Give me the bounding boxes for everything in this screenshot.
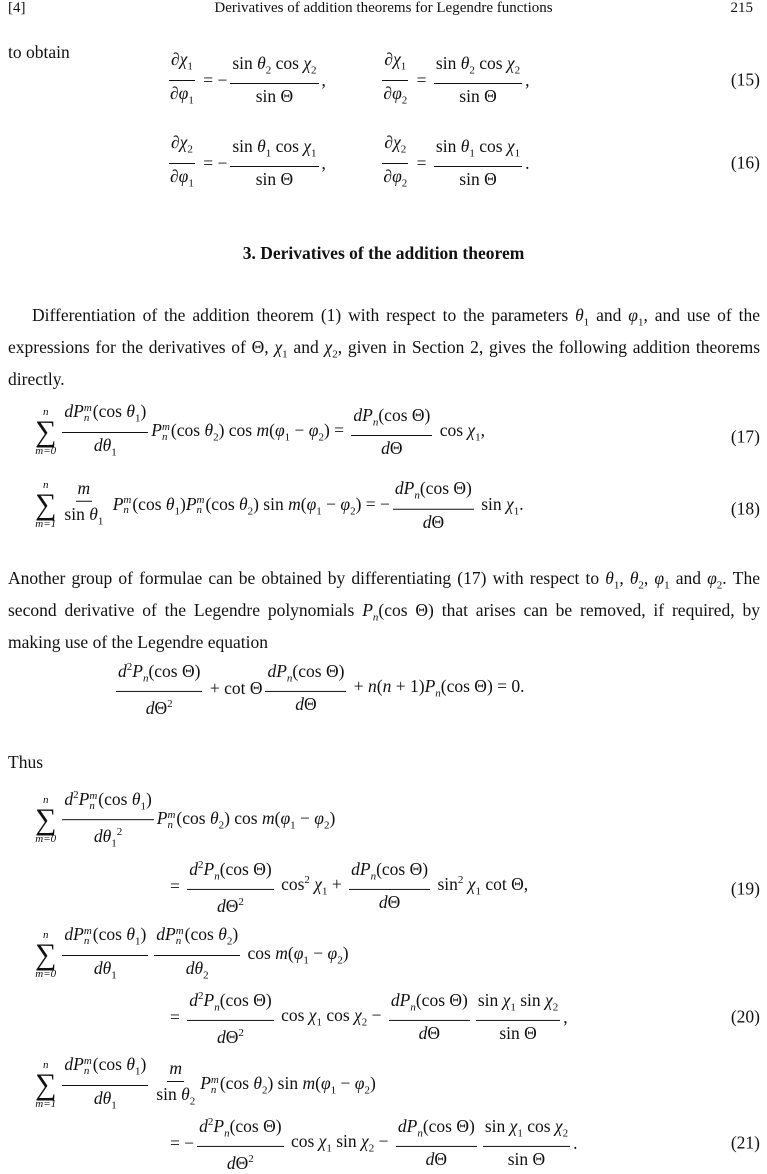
sum-upper-limit: n	[42, 794, 49, 806]
summation	[35, 795, 56, 845]
equation-21-line-1	[35, 1054, 376, 1116]
denominator: dΘ	[295, 694, 317, 715]
fraction	[230, 136, 318, 191]
numerator: $\partial\chi_2$	[169, 132, 195, 164]
fraction	[168, 49, 196, 111]
equation-number-20: (20)	[730, 1006, 760, 1027]
math-term: $\cos \chi_1$,	[435, 420, 485, 444]
math-term: = −	[198, 152, 228, 173]
denominator: $d\theta_1$	[93, 1087, 117, 1111]
denominator: $d\Theta^2$	[145, 698, 173, 719]
math-term: .	[573, 1132, 578, 1153]
running-title: Derivatives of addition theorems for Legendre functions	[214, 0, 553, 16]
math-term: .	[525, 152, 530, 173]
sigma-symbol: ∑	[35, 488, 57, 521]
fraction	[62, 478, 105, 533]
math-term: P m n (cos $\theta_2$) $\cos m(\varphi_1 - \varphi_2)$ =	[151, 420, 349, 444]
math-term: + $n(n + 1)P_n(\cos$ Θ) = 0.	[349, 676, 525, 700]
sigma-symbol: ∑	[35, 938, 57, 971]
math-term: $\cos^2 \chi_1$ +	[276, 874, 347, 898]
denominator: $d\theta_2$	[185, 957, 209, 981]
fraction	[62, 924, 148, 986]
fraction	[349, 859, 430, 914]
fraction	[62, 401, 148, 463]
numerator: $\sin \theta_2$ $\cos \chi_2$	[434, 53, 522, 85]
fraction	[187, 986, 273, 1048]
fraction	[396, 1116, 477, 1171]
denominator: dΘ	[378, 892, 401, 913]
equation-number-19: (19)	[730, 878, 760, 899]
sum-upper-limit: n	[42, 406, 49, 418]
numerator: $d^2P_n(\cos$ Θ)	[116, 657, 202, 692]
equation-21-line-2	[170, 1112, 578, 1174]
equation-number-21: (21)	[730, 1132, 760, 1153]
math-term: P m n (cos $\theta_1)P$ m n (cos $\theta_2$) $\sin m(\varphi_1 - \varphi_2)$ = −	[112, 493, 390, 517]
equation-number-18: (18)	[730, 498, 760, 519]
fraction	[62, 1054, 148, 1116]
equation-16	[165, 132, 529, 194]
numerator: $\sin \chi_1$ $\sin \chi_2$	[476, 990, 560, 1022]
math-term: $\cos m(\varphi_1 - \varphi_2)$	[243, 943, 349, 967]
sum-upper-limit: n	[42, 1059, 49, 1071]
legendre-equation	[113, 657, 525, 719]
denominator: dΘ	[425, 1149, 448, 1170]
page-number: 215	[730, 0, 753, 16]
denominator: $\partial\varphi_1$	[170, 82, 194, 106]
math-term: $\cos \chi_1$ $\cos \chi_2$ −	[276, 1005, 386, 1029]
denominator: $\partial\varphi_2$	[383, 165, 408, 189]
denominator: sin Θ	[255, 169, 294, 190]
numerator: dP m n (cos $\theta_1$)	[62, 1054, 148, 1086]
numerator: $d^2P_n(\cos$ Θ)	[187, 986, 273, 1021]
fraction	[116, 657, 202, 719]
numerator: $d^2P$ m n (cos $\theta_1$)	[62, 785, 153, 820]
paragraph-2: Another group of formulae can be obtained by differentiating (17) with respect to $\theta_1$, $\theta_2$, $\varphi_1$ and $\varphi_2$. The second derivative of the Legendre polynomials $P_n(\cos$ Θ) that arises can be removed, if required, by making use of the Legendre equation	[8, 568, 760, 652]
math-term: ,	[321, 69, 379, 90]
denominator: $d\theta_1$	[93, 434, 117, 458]
numerator: dP m n (cos $\theta_2$)	[154, 924, 240, 956]
math-term: ,	[563, 1006, 568, 1027]
header-section-ref: [4]	[8, 0, 26, 16]
denominator: $\sin \theta_1$	[64, 503, 104, 528]
equation-19-line-2	[170, 855, 528, 917]
equation-number-16: (16)	[730, 152, 760, 173]
fraction	[381, 132, 409, 194]
math-term: $\sin \chi_1$.	[476, 493, 524, 517]
numerator: $dP_n(\cos$ Θ)	[265, 661, 346, 693]
numerator: $\partial\chi_1$	[169, 49, 195, 81]
math-term: P m n (cos $\theta_2$) $\cos m(\varphi_1 - \varphi_2)$	[156, 808, 336, 832]
fraction	[351, 405, 432, 460]
numerator: m	[76, 478, 93, 502]
fraction	[197, 1112, 283, 1174]
equation-number-15: (15)	[730, 69, 760, 90]
fraction	[483, 1116, 570, 1171]
numerator: dP m n (cos $\theta_1$)	[62, 401, 148, 433]
fraction	[393, 478, 474, 533]
denominator: sin Θ	[459, 86, 497, 107]
numerator: $d^2P_n(\cos$ Θ)	[187, 855, 273, 890]
denominator: $d\theta_1^2$	[93, 826, 123, 850]
math-term: =	[170, 875, 185, 896]
denominator: dΘ	[418, 1023, 441, 1044]
denominator: $\sin \theta_2$	[156, 1083, 196, 1108]
fraction	[381, 49, 409, 111]
fraction	[154, 1058, 197, 1113]
numerator: $dP_n(\cos$ Θ)	[389, 990, 470, 1022]
sigma-symbol: ∑	[35, 803, 57, 836]
sum-lower-limit: m=0	[35, 445, 57, 457]
denominator: dΘ	[422, 511, 445, 532]
denominator: $d\Theta^2$	[226, 1153, 254, 1174]
fraction	[230, 53, 318, 108]
denominator: $\partial\varphi_2$	[383, 82, 408, 106]
sum-lower-limit: m=0	[35, 968, 57, 980]
fraction	[389, 990, 470, 1045]
fraction	[168, 132, 196, 194]
sigma-symbol: ∑	[35, 1068, 57, 1101]
sum-lower-limit: m=1	[35, 1098, 57, 1110]
denominator: $\partial\varphi_1$	[170, 165, 194, 189]
summation	[35, 407, 56, 457]
numerator: $\sin \theta_2$ $\cos \chi_2$	[230, 53, 318, 85]
fraction	[476, 990, 560, 1045]
denominator: dΘ	[381, 438, 403, 459]
numerator: $dP_n(\cos$ Θ)	[349, 859, 430, 891]
fraction	[187, 855, 273, 917]
math-term: =	[412, 152, 431, 173]
numerator: $\partial\chi_1$	[382, 49, 408, 81]
paragraph-1: Differentiation of the addition theorem (1) with respect to the parameters $\theta_1$ and $\varphi_1$, and use of the expressions for the derivatives of Θ, $\chi_1$ and $\chi_2$, given in Section 2, gives the following addition theorems directly.	[8, 305, 760, 389]
numerator: $\partial\chi_2$	[382, 132, 408, 164]
sum-lower-limit: m=1	[35, 518, 57, 530]
numerator: dP m n (cos $\theta_1$)	[62, 924, 148, 956]
summation	[35, 480, 56, 530]
numerator: m	[167, 1058, 184, 1082]
equation-19-line-1	[35, 785, 335, 855]
denominator: sin Θ	[507, 1149, 546, 1170]
math-term: =	[170, 1006, 185, 1027]
denominator: sin Θ	[499, 1023, 537, 1044]
denominator: $d\Theta^2$	[217, 1027, 244, 1048]
math-term: $\sin^2 \chi_1$ cot Θ,	[433, 874, 529, 898]
equation-20-line-1	[35, 924, 349, 986]
numerator: $d^2P_n(\cos$ Θ)	[197, 1112, 283, 1147]
text-thus: Thus	[8, 752, 43, 772]
summation	[35, 1060, 56, 1110]
fraction	[434, 53, 522, 108]
equation-15	[165, 49, 529, 111]
math-term: + cot Θ	[205, 677, 263, 698]
numerator: $dP_n(\cos$ Θ)	[351, 405, 432, 437]
sigma-symbol: ∑	[35, 415, 57, 448]
equation-18	[35, 478, 524, 533]
numerator: $dP_n(\cos$ Θ)	[396, 1116, 477, 1148]
sum-lower-limit: m=0	[35, 833, 57, 845]
math-term: =	[412, 69, 431, 90]
summation	[35, 930, 56, 980]
math-term: P m n (cos $\theta_2$) $\sin m(\varphi_1 - \varphi_2)$	[200, 1073, 376, 1097]
fraction	[62, 785, 153, 855]
math-term: ,	[525, 69, 530, 90]
text-to-obtain: to obtain	[8, 42, 70, 62]
numerator: $dP_n(\cos$ Θ)	[393, 478, 474, 510]
denominator: sin Θ	[255, 86, 294, 107]
fraction	[154, 924, 240, 986]
math-term: = −	[170, 1132, 195, 1153]
denominator: $d\theta_1$	[93, 957, 117, 981]
sum-upper-limit: n	[42, 929, 49, 941]
equation-number-17: (17)	[730, 426, 760, 447]
numerator: $\sin \theta_1$ $\cos \chi_1$	[434, 136, 522, 168]
equation-17	[35, 401, 485, 463]
denominator: $d\Theta^2$	[217, 896, 244, 917]
equation-20-line-2	[170, 986, 568, 1048]
sum-upper-limit: n	[42, 479, 49, 491]
section-heading: 3. Derivatives of the addition theorem	[242, 243, 525, 263]
math-term: ,	[321, 152, 379, 173]
denominator: sin Θ	[459, 169, 497, 190]
math-term: $\cos \chi_1$ $\sin \chi_2$ −	[286, 1131, 393, 1155]
fraction	[265, 661, 346, 716]
numerator: $\sin \theta_1$ $\cos \chi_1$	[230, 136, 318, 168]
fraction	[434, 136, 522, 191]
numerator: $\sin \chi_1$ $\cos \chi_2$	[483, 1116, 570, 1148]
math-term: = −	[198, 69, 228, 90]
